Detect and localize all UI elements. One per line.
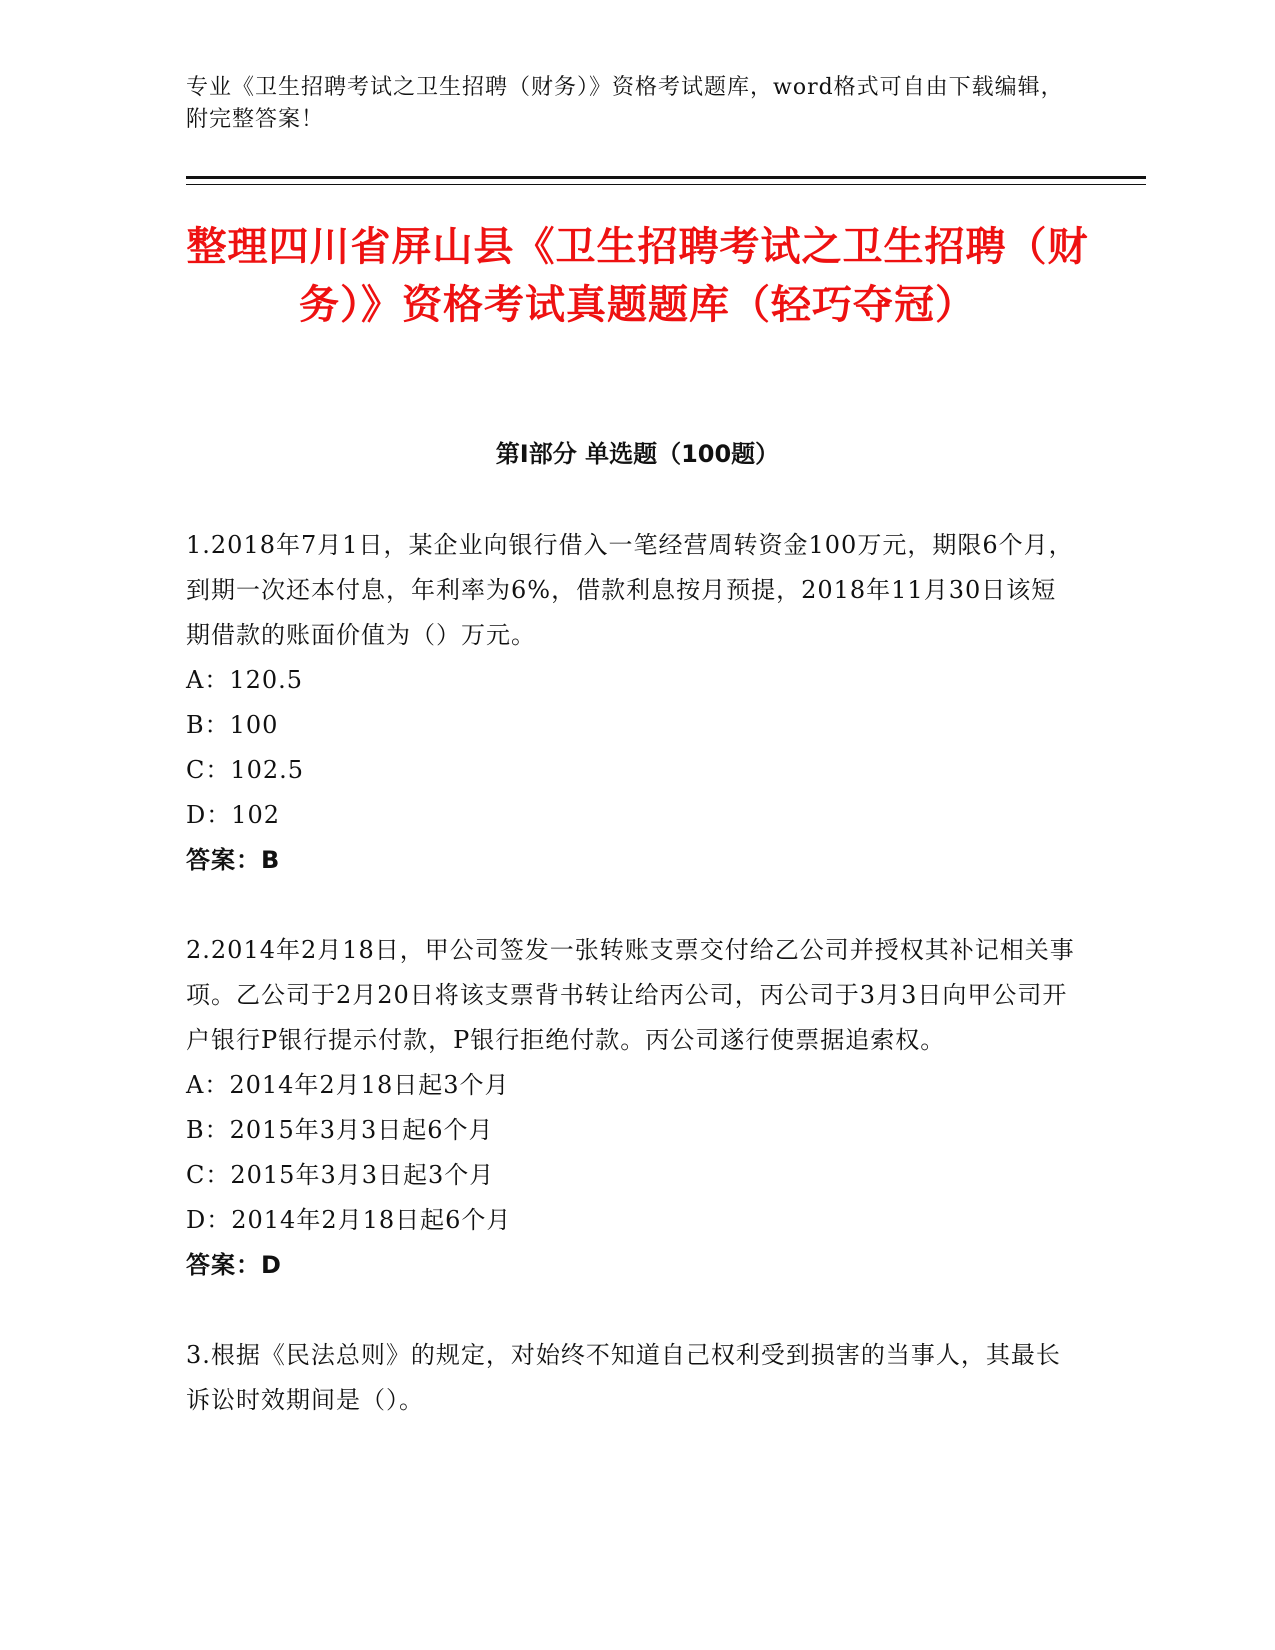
question-stem: 1.2018年7月1日，某企业向银行借入一笔经营周转资金100万元，期限6个月，到期一次还本付息，年利率为6%，借款利息按月预提，2018年11月30日该短期借款的账面价值为（）万元。 <box>186 531 1074 649</box>
header-rule-thick <box>186 176 1146 179</box>
option-d: D：102 <box>186 801 281 829</box>
section-heading: 第I部分 单选题（100题） <box>495 440 780 468</box>
option-c: C：2015年3月3日起3个月 <box>186 1161 495 1189</box>
question-stem: 2.2014年2月18日，甲公司签发一张转账支票交付给乙公司并授权其补记相关事项。乙公司于2月20日将该支票背书转让给丙公司，丙公司于3月3日向甲公司开户银行P银行提示付款，P银行拒绝付款。丙公司遂行使票据追索权。 <box>186 936 1075 1054</box>
option-b: B：2015年3月3日起6个月 <box>186 1116 494 1144</box>
option-a: A：120.5 <box>186 666 304 694</box>
question-list <box>186 523 1076 1468</box>
document-title: 整理四川省屏山县《卫生招聘考试之卫生招聘（财务）》资格考试真题题库（轻巧夺冠） <box>186 224 1089 328</box>
question-2 <box>186 928 1076 1288</box>
option-b: B：100 <box>186 711 279 739</box>
answer: 答案：B <box>186 846 281 874</box>
answer: 答案：D <box>186 1251 282 1279</box>
option-c: C：102.5 <box>186 756 305 784</box>
header-note: 专业《卫生招聘考试之卫生招聘（财务）》资格考试题库，word格式可自由下载编辑，附完整答案！ <box>186 75 1064 132</box>
question-3 <box>186 1333 1076 1423</box>
option-d: D：2014年2月18日起6个月 <box>186 1206 512 1234</box>
option-a: A：2014年2月18日起3个月 <box>186 1071 510 1099</box>
header-rule-thin <box>186 184 1146 185</box>
question-stem: 3.根据《民法总则》的规定，对始终不知道自己权利受到损害的当事人，其最长诉讼时效期间是（）。 <box>186 1341 1061 1414</box>
question-1 <box>186 523 1076 883</box>
